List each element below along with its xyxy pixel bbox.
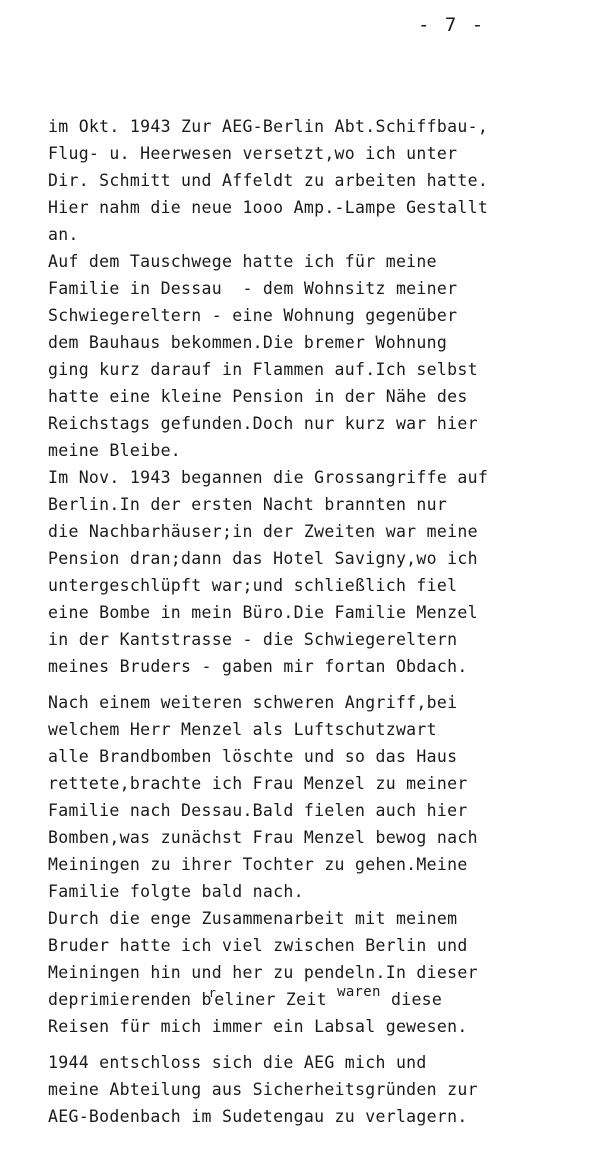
text-line: Berlin.In der ersten Nacht brannten nur <box>48 495 448 514</box>
text-line: Meiningen zu ihrer Tochter zu gehen.Meine <box>48 855 468 874</box>
text-line: in der Kantstrasse - die Schwiegereltern <box>48 630 458 649</box>
text-line: Dir. Schmitt und Affeldt zu arbeiten hatte. <box>48 171 489 190</box>
text-fragment: eliner Zeit <box>214 990 338 1009</box>
text-line: Im Nov. 1943 begannen die Grossangriffe auf <box>48 468 489 487</box>
text-line: im Okt. 1943 Zur AEG-Berlin Abt.Schiffbau-, <box>48 117 489 136</box>
interlinear-insertion: waren <box>337 984 381 1000</box>
text-line: Hier nahm die neue 1ooo Amp.-Lampe Gestallt <box>48 198 489 217</box>
text-line: hatte eine kleine Pension in der Nähe des <box>48 387 468 406</box>
text-line: Reisen für mich immer ein Labsal gewesen. <box>48 1017 468 1036</box>
text-line: ging kurz darauf in Flammen auf.Ich selbst <box>48 360 478 379</box>
edited-text-line <box>48 986 593 1013</box>
text-line: Bruder hatte ich viel zwischen Berlin und <box>48 936 468 955</box>
text-line: Pension dran;dann das Hotel Savigny,wo ich <box>48 549 478 568</box>
text-line: 1944 entschloss sich die AEG mich und <box>48 1053 427 1072</box>
text-line: Durch die enge Zusammenarbeit mit meinem <box>48 909 458 928</box>
text-line: an. <box>48 225 79 244</box>
text-line: die Nachbarhäuser;in der Zweiten war meine <box>48 522 478 541</box>
text-line: Auf dem Tauschwege hatte ich für meine <box>48 252 437 271</box>
text-line: eine Bombe in mein Büro.Die Familie Menzel <box>48 603 478 622</box>
paragraph-3 <box>48 1049 593 1130</box>
text-line: meines Bruders - gaben mir fortan Obdach. <box>48 657 468 676</box>
paragraph-2 <box>48 689 593 1040</box>
text-line: Schwiegereltern - eine Wohnung gegenüber <box>48 306 458 325</box>
paragraph-gap <box>48 680 593 689</box>
text-line: rettete,brachte ich Frau Menzel zu meiner <box>48 774 468 793</box>
paragraph-1 <box>48 113 593 680</box>
text-line: AEG-Bodenbach im Sudetengau zu verlagern. <box>48 1107 468 1126</box>
text-line: untergeschlüpft war;und schließlich fiel <box>48 576 458 595</box>
text-line: Familie folgte bald nach. <box>48 882 304 901</box>
text-line: meine Bleibe. <box>48 441 182 460</box>
text-line: Reichstags gefunden.Doch nur kurz war hier <box>48 414 478 433</box>
text-line: dem Bauhaus bekommen.Die bremer Wohnung <box>48 333 448 352</box>
text-line: Nach einem weiteren schweren Angriff,bei <box>48 693 458 712</box>
text-line: welchem Herr Menzel als Luftschutzwart <box>48 720 437 739</box>
paragraph-gap <box>48 1040 593 1049</box>
text-line: Familie nach Dessau.Bald fielen auch hier <box>48 801 468 820</box>
text-line: Bomben,was zunächst Frau Menzel bewog nach <box>48 828 478 847</box>
typewritten-body <box>48 113 593 1130</box>
text-line: meine Abteilung aus Sicherheitsgründen zur <box>48 1080 478 1099</box>
page-number: - 7 - <box>418 14 486 36</box>
text-line: Meiningen hin und her zu pendeln.In dieser <box>48 963 478 982</box>
text-line: alle Brandbomben löschte und so das Haus <box>48 747 458 766</box>
text-line: Familie in Dessau - dem Wohnsitz meiner <box>48 279 458 298</box>
text-fragment: deprimierenden b <box>48 990 212 1009</box>
text-line: Flug- u. Heerwesen versetzt,wo ich unter <box>48 144 458 163</box>
text-fragment: diese <box>380 990 443 1009</box>
handwritten-insertion: r <box>208 986 217 1000</box>
